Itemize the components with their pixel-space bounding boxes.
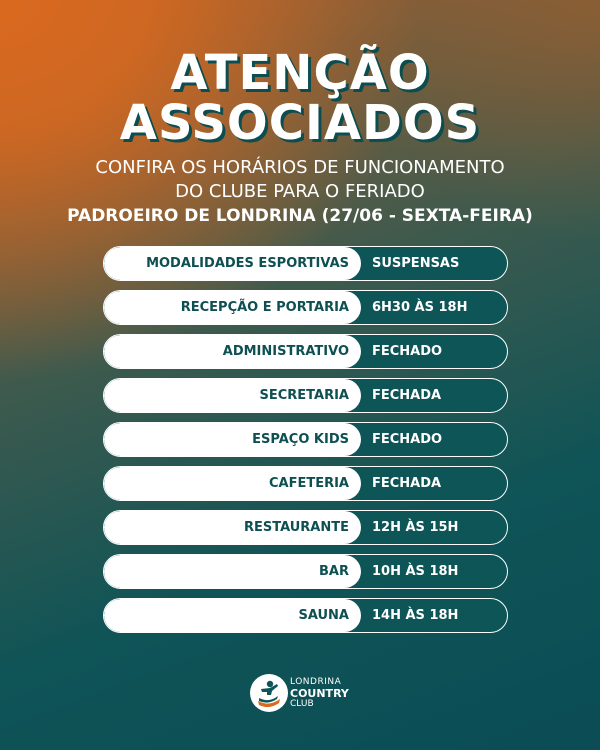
schedule-status: 12H ÀS 15H — [372, 520, 459, 535]
schedule-area: SAUNA — [104, 599, 361, 632]
schedule-row — [103, 466, 508, 501]
schedule-status: FECHADO — [372, 432, 443, 447]
schedule-row — [103, 334, 508, 369]
schedule-status: FECHADA — [372, 476, 442, 491]
schedule-area: SECRETARIA — [104, 379, 361, 412]
schedule-area: ESPAÇO KIDS — [104, 423, 361, 456]
logo-text — [290, 677, 349, 710]
schedule-area: MODALIDADES ESPORTIVAS — [104, 247, 361, 280]
schedule-row — [103, 554, 508, 589]
schedule-row — [103, 422, 508, 457]
logo-mark-icon — [250, 674, 288, 712]
schedule-row — [103, 598, 508, 633]
schedule-area: ADMINISTRATIVO — [104, 335, 361, 368]
logo-line-1: LONDRINA — [290, 677, 342, 687]
schedule-status: SUSPENSAS — [372, 256, 460, 271]
schedule-row — [103, 510, 508, 545]
logo-line-3: CLUB — [290, 699, 314, 709]
subtitle-line-2: DO CLUBE PARA O FERIADO — [175, 181, 425, 202]
schedule-row — [103, 290, 508, 325]
subtitle-line-1: CONFIRA OS HORÁRIOS DE FUNCIONAMENTO — [95, 157, 505, 178]
club-logo — [250, 672, 350, 716]
schedule-area: RECEPÇÃO E PORTARIA — [104, 291, 361, 324]
schedule-row — [103, 378, 508, 413]
schedule-status: 14H ÀS 18H — [372, 608, 459, 623]
title-attention: ATENÇÃO — [170, 45, 430, 101]
title-members: ASSOCIADOS — [119, 95, 481, 151]
schedule-row — [103, 246, 508, 281]
schedule-area: BAR — [104, 555, 361, 588]
schedule-status: FECHADA — [372, 388, 442, 403]
holiday-name: PADROEIRO DE LONDRINA (27/06 - SEXTA-FEIRA) — [67, 206, 533, 226]
logo-line-2: COUNTRY — [290, 687, 349, 700]
schedule-area: CAFETERIA — [104, 467, 361, 500]
schedule-status: 10H ÀS 18H — [372, 564, 459, 579]
schedule-status: 6H30 ÀS 18H — [372, 300, 468, 315]
schedule-list — [103, 246, 508, 642]
schedule-status: FECHADO — [372, 344, 443, 359]
schedule-area: RESTAURANTE — [104, 511, 361, 544]
